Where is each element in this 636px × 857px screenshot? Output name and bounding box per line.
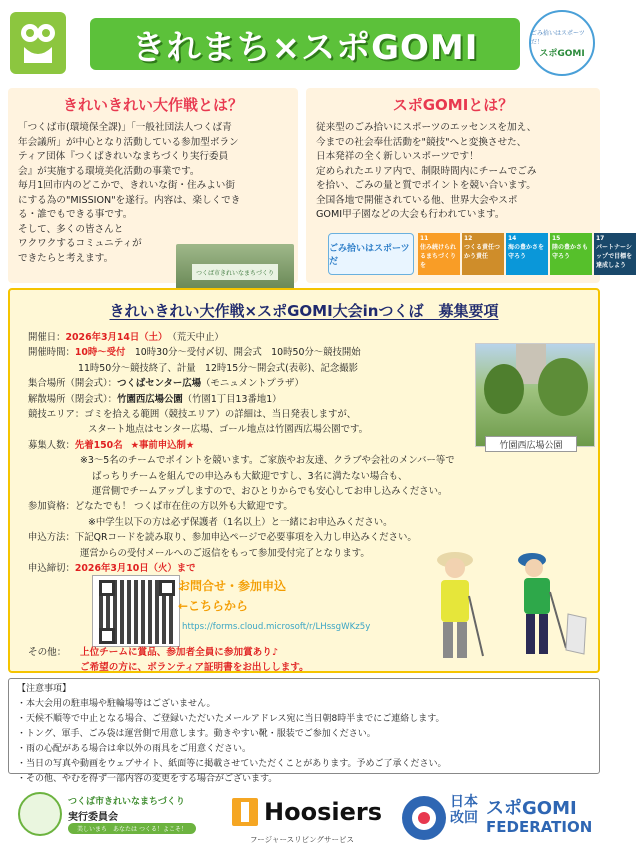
notes-title: 【注意事項】: [17, 684, 72, 694]
about-kirei-line: 毎月1回市内のどこかで、きれいな街・住みよい街: [18, 180, 235, 191]
qual-label: 参加資格：: [28, 501, 75, 513]
time-label: 開催時間：: [28, 347, 75, 359]
sdg-number: 12: [464, 235, 473, 242]
sdg-text: つくる責任つかう責任: [464, 244, 501, 260]
org1-title: つくば市きれいなまちづくり: [68, 797, 185, 807]
notes-item: ・当日の写真や動画をウェブサイト、紙面等に掲載させていただくことがあります。予めご了承ください。: [17, 759, 447, 769]
header: [0, 0, 607, 88]
sdg-icon: [594, 233, 636, 275]
other-line-1: 上位チームに賞品、参加者全員に参加賞あり♪: [80, 647, 278, 658]
date-row: [28, 330, 598, 345]
disband-value: 竹園西広場公園: [117, 393, 183, 405]
sdg-text: 海の豊かさを守ろう: [508, 244, 545, 260]
hoosiers-name: Hoosiers: [264, 798, 382, 826]
about-spogomi-text: [306, 115, 600, 223]
area-line-2: スタート地点はセンター広場、ゴール地点は竹園西広場公園です。: [88, 424, 368, 436]
kiremachi-logo: [10, 12, 66, 74]
spogomi-federation-logo: [400, 794, 600, 844]
count-line-3: 運営側でチームアップしますので、おひとりからでも安心してお申し込みください。: [92, 486, 448, 498]
count-row: [28, 438, 598, 453]
notes-item: ・天候不順等で中止となる場合、ご登録いただいたメールアドレス宛に当日朝8時半までにご連絡します。: [17, 714, 445, 724]
sdg-number: 17: [596, 235, 605, 242]
main-title: [90, 18, 520, 70]
deadline-label: 申込締切：: [28, 563, 75, 575]
contact-url-link[interactable]: https://forms.cloud.microsoft/r/LHssgWKz5y: [182, 622, 371, 632]
time-start: 10時～受付: [74, 347, 126, 359]
date-value: 2026年3月14日（土）: [65, 332, 168, 343]
other-line-2: ご希望の方に、ボランティア証明書をお出しします。: [80, 662, 309, 673]
qr-corner: [99, 580, 115, 596]
qr-code[interactable]: [92, 575, 180, 647]
area-row: [28, 407, 598, 422]
about-kirei-line: ティア団体『つくばきれいなまちづくり実行委員: [18, 151, 229, 162]
count-label: 募集人数：: [28, 439, 75, 451]
about-spogomi-line: 定められたエリア内で、制限時間内にチームでごみ: [316, 165, 537, 177]
kiremachi-emblem-icon: [18, 792, 62, 836]
gather-value: つくばセンター広場: [117, 378, 202, 390]
qr-pattern: [99, 580, 175, 644]
federation-jp: 日本 改回: [450, 794, 478, 826]
qual-value: どなたでも！ つくば市在住の方以外も大歓迎です。: [74, 501, 293, 513]
count-line-1: ※3～5名のチームでポイントを競います。ご家族やお友達、クラブや会社のメンバー等で: [80, 455, 455, 467]
notes-box: [8, 678, 600, 784]
area-label: 競技エリア：: [28, 409, 85, 421]
spogomi-sport-logo: ごみ拾いはスポーツだ: [328, 233, 414, 275]
contact-title: お問合せ・参加申込: [178, 579, 287, 593]
owl-icon: [16, 17, 60, 69]
sdg-icon: [418, 233, 460, 275]
sdg-icon: [506, 233, 548, 275]
gather-note: （モニュメントプラザ）: [201, 378, 304, 390]
about-kirei-line: る・誰でもできる事です。: [18, 209, 133, 220]
disband-row: [28, 392, 598, 407]
group-photo-banner: つくば市きれいなまちづくり: [192, 264, 278, 280]
recruitment-title: きれいきれい大作戦×スポGOMI大会inつくば 募集要項: [109, 302, 499, 320]
about-kirei-line: そして、多くの皆さんと: [18, 223, 124, 235]
time-schedule-2: 11時50分～競技終了、計量 12時15分～開会式(表彰)、記念撮影: [78, 362, 359, 374]
spogomi-logo-small: ごみ拾いはスポーツだ！: [531, 29, 585, 46]
about-spogomi-heading: スポGOMIとは？: [392, 96, 514, 114]
volunteer-figure-icon: [510, 544, 590, 664]
qual-note: ※中学生以下の方は必ず保護者（1名以上）と一緒にお申込みください。: [88, 516, 393, 528]
sdg-text: パートナーシップで目標を達成しよう: [596, 244, 633, 269]
sdg-number: 11: [420, 235, 429, 242]
method-line-1: 下記QRコードを読み取り、参加申込ページで必要事項を入力し申込みください。: [74, 532, 417, 544]
gather-label: 集合場所（開会式）：: [28, 378, 118, 390]
notes-item: ・雨の心配がある場合は傘以外の雨具をご用意ください。: [17, 744, 252, 754]
about-kirei-line: 会』が実施する環境美化活動の事業です。: [18, 165, 200, 177]
hoosiers-logo: [228, 796, 382, 846]
federation-mark-icon: [400, 794, 448, 842]
qr-corner: [159, 580, 175, 596]
about-spogomi-line: 日本発祥の全く新しいスポーツです！: [316, 151, 479, 162]
area-line-1: ゴミを拾える範囲（競技エリア）の詳細は、当日発表しますが、: [84, 409, 357, 421]
method-label: 申込方法：: [28, 532, 75, 544]
disband-note: （竹園1丁目13番地1）: [182, 393, 282, 405]
recruitment-details: [28, 330, 598, 577]
sdg-row: [328, 233, 636, 275]
time-row: [28, 345, 598, 360]
sdg-text: 住み続けられるまちづくりを: [420, 244, 457, 269]
time-schedule: 10時30分～受付〆切、開会式 10時50分～競技開始: [125, 347, 361, 359]
notes-item: ・トング、軍手、ごみ袋は運営側で用意します。動きやすい靴・服装でご参加ください。: [17, 729, 376, 739]
about-spogomi-line: を拾い、ごみの量と質でポイントを競い合います。: [316, 180, 536, 191]
disband-label: 解散場所（閉会式）：: [28, 393, 118, 405]
about-kirei-panel: [8, 88, 298, 283]
deadline-value: 2026年3月10日（火）まで: [74, 563, 196, 575]
date-note: （荒天中止）: [167, 332, 224, 343]
main-title-text: きれまち×スポGOMI: [131, 27, 479, 68]
hoosiers-mark-icon: [232, 798, 258, 826]
sdg-icon: [550, 233, 592, 275]
org1-sub: 実行委員会: [68, 812, 118, 823]
recruitment-section: [8, 288, 600, 673]
notes-item: ・その他、やむを得ず一部内容の変更をする場合がございます。: [17, 774, 278, 784]
about-spogomi-panel: [306, 88, 633, 283]
spogomi-logo-big: スポGOMI: [539, 48, 585, 59]
about-kirei-heading: きれいきれい大作戦とは？: [62, 96, 243, 114]
other-label: その他：: [28, 647, 67, 658]
other-row: [28, 645, 309, 660]
federation-word: FEDERATION: [486, 818, 593, 836]
volunteer-figure-icon: [425, 546, 485, 666]
method-line-2: 運営からの受付メールへのご返信をもって参加受付完了となります。: [80, 547, 370, 559]
sdg-text: 陸の豊かさも守ろう: [552, 244, 589, 260]
count-value: 先着150名: [74, 439, 123, 451]
park-caption: 竹園西広場公園: [485, 436, 577, 452]
qr-corner: [99, 628, 115, 644]
count-note: ★事前申込制★: [130, 439, 195, 451]
sdg-number: 14: [508, 235, 517, 242]
qual-row: [28, 499, 598, 514]
other-section: [28, 645, 309, 675]
federation-name: スポGOMI: [486, 798, 577, 819]
about-kirei-line: 「つくば市(環境保全課)」「一般社団法人つくば青: [18, 122, 232, 133]
gather-row: [28, 376, 598, 391]
count-line-2: ばっちりチームを組んでの申込みも大歓迎ですし、3名に満たない場合も、: [92, 470, 408, 482]
hoosiers-sub: フージャースリビングサービス: [250, 835, 354, 844]
about-kirei-line: できたらと考えます。: [18, 252, 114, 264]
about-spogomi-line: 全国各地で開催されている他、世界大会やスポ: [316, 194, 518, 206]
sdg-number: 15: [552, 235, 561, 242]
about-spogomi-line: 今までの社会奉仕活動を"競技"へと変換させた、: [316, 136, 527, 148]
date-label: 開催日：: [28, 332, 66, 343]
org1-tag: 美しいまち あなたは つくる！よこそ！: [68, 823, 196, 834]
about-kirei-line: ワクワクするコミュニティが: [18, 238, 142, 249]
about-spogomi-line: 従来型のごみ拾いにスポーツのエッセンスを加え、: [316, 122, 537, 133]
kiremachi-footer-logo: [18, 792, 198, 836]
sdg-icon: [462, 233, 504, 275]
about-kirei-line: 年会議所」が中心となり活動している参加型ボラン: [18, 136, 239, 148]
about-kirei-line: にする為の"MISSION"を遂行。内容は、楽しくでき: [18, 194, 241, 206]
footer: [0, 786, 607, 856]
spogomi-logo: [529, 10, 595, 76]
notes-item: ・本大会用の駐車場や駐輪場等はございません。: [17, 699, 216, 709]
about-spogomi-line: GOMI甲子園などの大会も行われています。: [316, 209, 505, 220]
contact-arrow: ←こちらから: [178, 599, 249, 613]
